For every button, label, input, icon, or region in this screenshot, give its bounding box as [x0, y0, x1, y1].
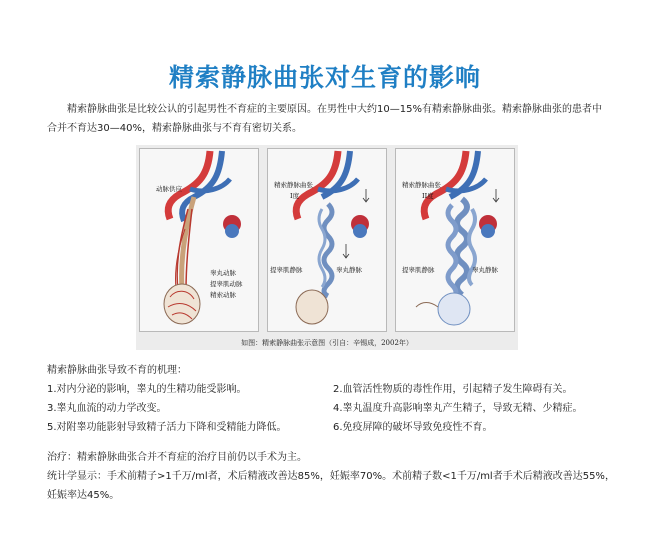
label-varicocele: 精索静脉曲张	[274, 181, 313, 189]
treatment-text: 治疗：精索静脉曲张合并不育症的治疗目前仍以手术为主。	[47, 452, 307, 463]
label-cremasteric-vein: 提睾肌静脉	[402, 266, 435, 274]
intro-paragraph: 精索静脉曲张是比较公认的引起男性不育症的主要原因。在男性中大约10—15%有精索静脉曲张。精索静脉曲张的患者中合并不育达30—40%，精索静脉曲张与不育有密切关系。	[47, 104, 602, 134]
mechanism-item: 2.血管活性物质的毒性作用，引起精子发生障碍有关。	[333, 384, 573, 395]
label-arterial-supply: 动脉供应	[156, 185, 182, 193]
figure-panel-arterial-supply	[139, 148, 259, 332]
mechanism-item: 4.睾丸温度升高影响睾丸产生精子，导致无精、少精症。	[333, 403, 583, 414]
mechanism-item: 1.对内分泌的影响，睾丸的生精功能受影响。	[47, 384, 247, 395]
varicocele-figure	[136, 145, 518, 350]
mechanism-item: 5.对附睾功能影射导致精子活力下降和受精能力降低。	[47, 422, 287, 433]
statistics-text: 统计学显示：手术前精子>1千万/ml者，术后精液改善达85%，妊娠率70%。术前精子数<1千万/ml者手术后精液改善达55%，妊娠率达45%。	[47, 471, 615, 501]
grade-2-illustration	[396, 149, 514, 331]
mechanism-heading: 精索静脉曲张导致不育的机理：	[47, 365, 187, 376]
mechanism-item: 3.睾丸血流的动力学改变。	[47, 403, 167, 414]
label-grade-2: II度	[422, 192, 434, 200]
label-testicular-vein: 睾丸静脉	[336, 266, 362, 274]
label-cremasteric-vein: 提睾肌静脉	[270, 266, 303, 274]
figure-panel-grade-2	[395, 148, 515, 332]
label-varicocele: 精索静脉曲张	[402, 181, 441, 189]
label-testicular-vein: 睾丸静脉	[472, 266, 498, 274]
label-cremasteric-artery: 提睾肌动脉	[210, 280, 243, 288]
label-grade-1: I度	[290, 192, 300, 200]
figure-panel-grade-1	[267, 148, 387, 332]
grade-1-illustration	[268, 149, 386, 331]
label-spermatic-artery: 精索动脉	[210, 291, 236, 299]
arterial-illustration	[140, 149, 258, 331]
figure-caption: 如图：精索静脉曲张示意图（引自：辛锡成，2002年）	[241, 339, 413, 347]
page-title: 精索静脉曲张对生育的影响	[168, 63, 481, 92]
label-testicular-artery: 睾丸动脉	[210, 269, 236, 277]
mechanism-item: 6.免疫屏障的破坏导致免疫性不育。	[333, 422, 493, 433]
